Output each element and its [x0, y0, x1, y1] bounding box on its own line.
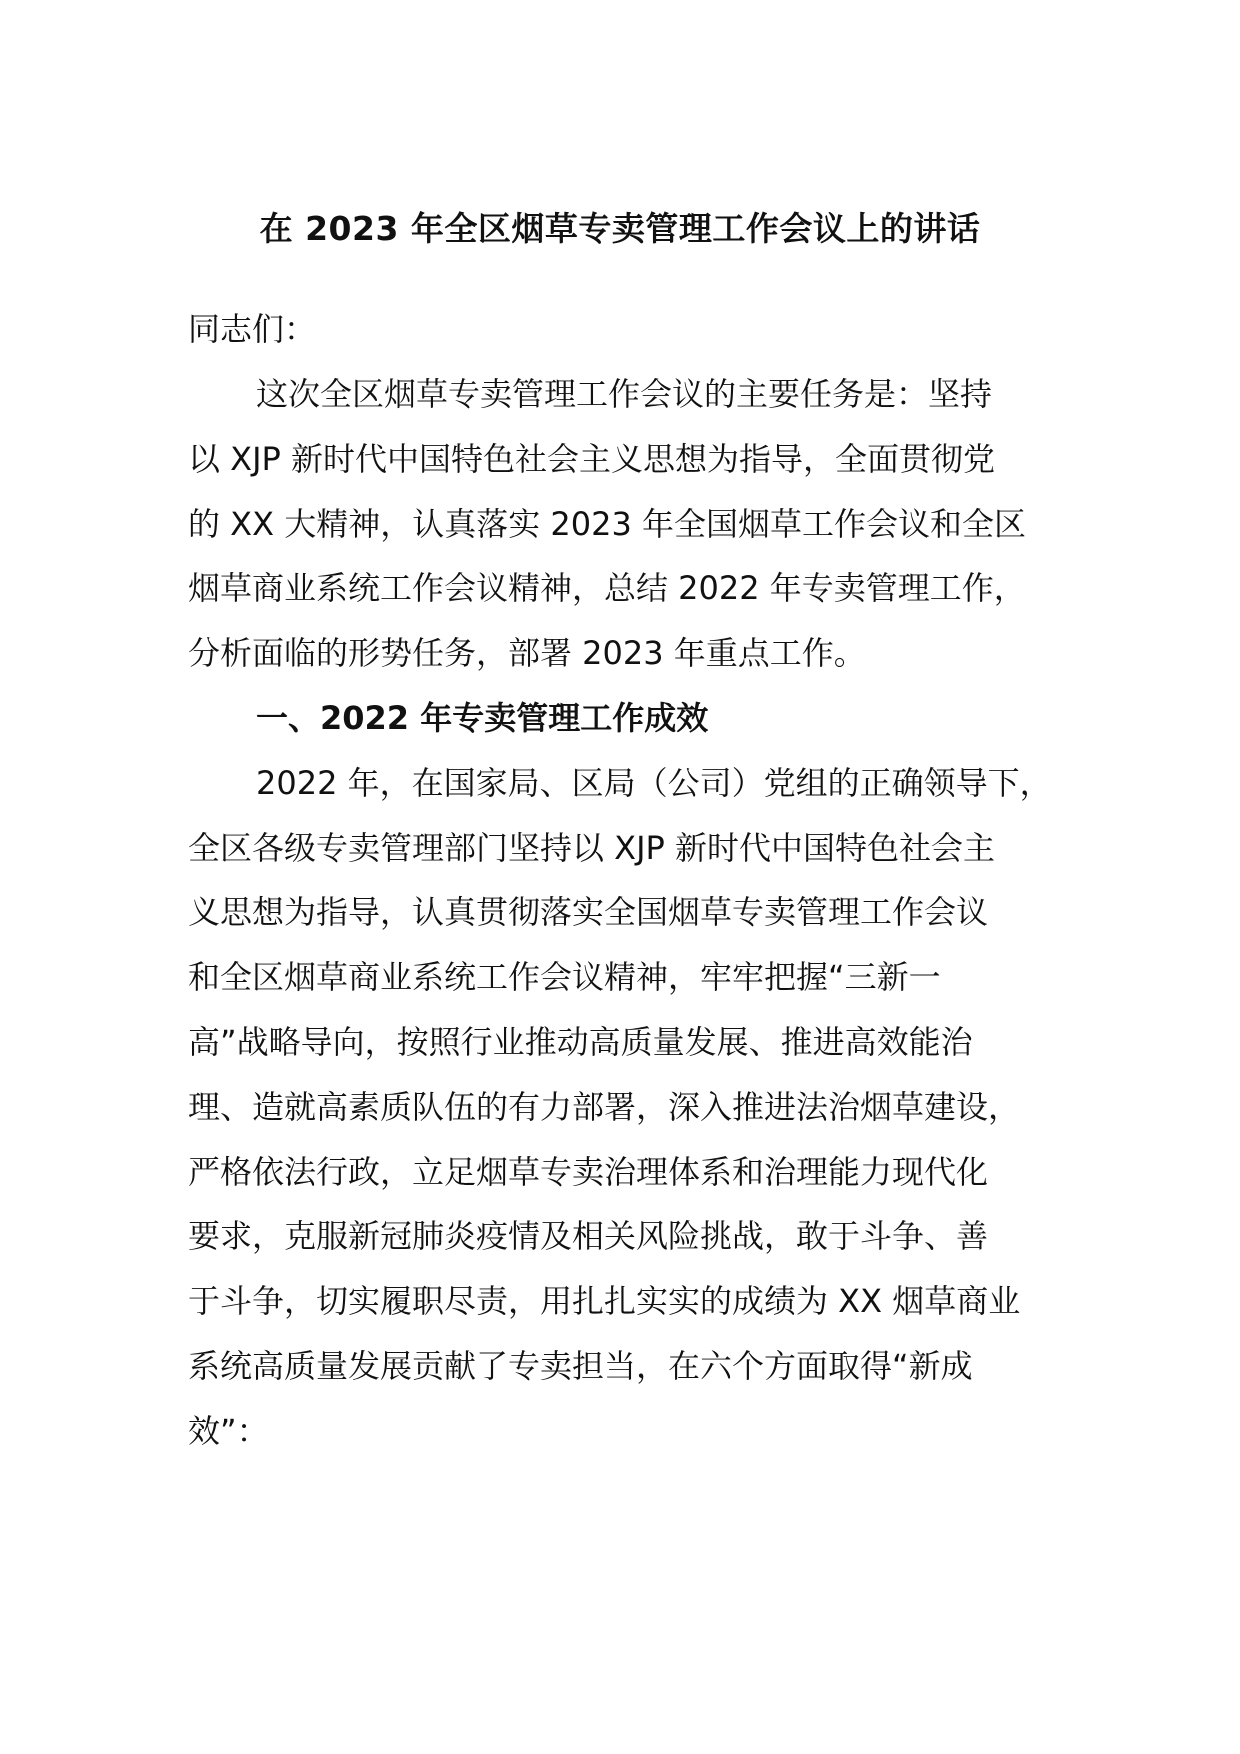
section-heading: 一、2022 年专卖管理工作成效: [256, 699, 709, 737]
paragraph-line: 系统高质量发展贡献了专卖担当，在六个方面取得“新成: [188, 1347, 973, 1385]
paragraph-line: 理、造就高素质队伍的有力部署，深入推进法治烟草建设，: [188, 1088, 1021, 1126]
paragraph-line: 高”战略导向，按照行业推动高质量发展、推进高效能治: [188, 1023, 973, 1061]
paragraph-line: 这次全区烟草专卖管理工作会议的主要任务是：坚持: [256, 375, 993, 413]
greeting: 同志们：: [188, 310, 317, 348]
paragraph-line: 2022 年，在国家局、区局（公司）党组的正确领导下，: [256, 764, 1052, 802]
paragraph-line: 全区各级专卖管理部门坚持以 XJP 新时代中国特色社会主: [188, 829, 996, 867]
paragraph-line: 义思想为指导，认真贯彻落实全国烟草专卖管理工作会议: [188, 893, 989, 931]
paragraph-line: 于斗争，切实履职尽责，用扎扎实实的成绩为 XX 烟草商业: [188, 1282, 1021, 1320]
paragraph-line: 的 XX 大精神，认真落实 2023 年全国烟草工作会议和全区: [188, 505, 1026, 543]
paragraph-line: 要求，克服新冠肺炎疫情及相关风险挑战，敢于斗争、善: [188, 1217, 989, 1255]
paragraph-line: 分析面临的形势任务，部署 2023 年重点工作。: [188, 634, 866, 672]
document-title: 在 2023 年全区烟草专卖管理工作会议上的讲话: [259, 209, 981, 248]
paragraph-line: 和全区烟草商业系统工作会议精神，牢牢把握“三新一: [188, 958, 941, 996]
paragraph-line: 以 XJP 新时代中国特色社会主义思想为指导，全面贯彻党: [188, 440, 996, 478]
paragraph-line: 烟草商业系统工作会议精神，总结 2022 年专卖管理工作，: [188, 569, 1026, 607]
paragraph-line: 严格依法行政，立足烟草专卖治理体系和治理能力现代化: [188, 1153, 989, 1191]
paragraph-line: 效”：: [188, 1412, 269, 1450]
